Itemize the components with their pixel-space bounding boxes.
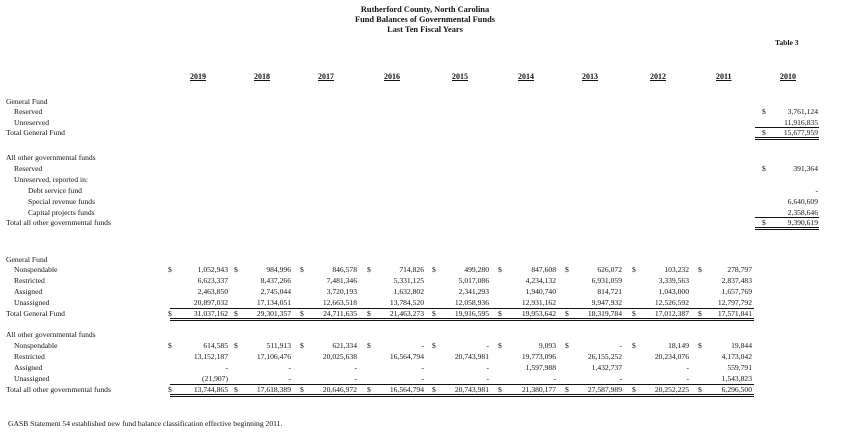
cell-value: - [225, 363, 228, 372]
dollar-sign: $ [234, 265, 238, 274]
cell-value: 1,657,769 [721, 287, 752, 296]
cell-value: - [486, 341, 489, 350]
total-value: 31,037,162 [193, 309, 228, 318]
total-value: 6,296,500 [721, 385, 752, 394]
cell-value: 6,623,337 [197, 276, 228, 285]
cell-value: 20,743,981 [454, 352, 489, 361]
cell-value: 714,826 [399, 265, 424, 274]
cell-value: 5,331,125 [393, 276, 424, 285]
value-2010: 11,916,835 [784, 118, 818, 127]
year-header-2011: 2011 [716, 72, 732, 81]
dollar-sign: $ [565, 309, 569, 318]
cell-value: - [486, 374, 489, 383]
year-header-2014: 2014 [518, 72, 534, 81]
value-2010: 391,364 [793, 164, 818, 173]
double-underline [755, 227, 819, 230]
dollar-sign: $ [498, 265, 502, 274]
footnote: GASB Statement 54 established new fund balance classification effective beginning 2011. [8, 419, 283, 428]
dollar-sign: $ [698, 341, 702, 350]
cell-value: 1,043,000 [658, 287, 689, 296]
total-value: 21,380,177 [521, 385, 556, 394]
cell-value: 559,791 [727, 363, 752, 372]
dollar-sign: $ [498, 341, 502, 350]
row-label: Debt service fund [28, 186, 82, 195]
cell-value: 103,232 [664, 265, 689, 274]
cell-value: 12,931,162 [521, 298, 556, 307]
row-label: Assigned [14, 287, 43, 296]
dollar-sign: $ [762, 128, 766, 137]
total-value: 19,953,642 [521, 309, 556, 318]
cell-value: - [354, 374, 357, 383]
dollar-sign: $ [565, 265, 569, 274]
dollar-sign: $ [367, 309, 371, 318]
total-value: 20,743,981 [454, 385, 489, 394]
cell-value: 1,940,740 [525, 287, 556, 296]
dollar-sign: $ [498, 309, 502, 318]
total-value: 16,564,794 [389, 385, 424, 394]
cell-value: - [288, 363, 291, 372]
cell-value: - [619, 374, 622, 383]
dollar-sign: $ [762, 107, 766, 116]
report-title: Fund Balances of Governmental Funds [354, 15, 496, 24]
section-title: All other governmental funds [6, 330, 96, 339]
row-label: Restricted [14, 276, 45, 285]
value-2010: 2,358,646 [787, 208, 818, 217]
cell-value: 20,897,032 [193, 298, 228, 307]
section-title-other-funds-2010: All other governmental funds [6, 153, 96, 162]
cell-value: 499,280 [464, 265, 489, 274]
cell-value: 18,149 [668, 341, 689, 350]
cell-value: 17,134,051 [256, 298, 291, 307]
cell-value: 20,025,638 [322, 352, 357, 361]
row-label: Nonspendable [14, 341, 58, 350]
dollar-sign: $ [367, 341, 371, 350]
total-2010: 15,677,959 [783, 128, 818, 137]
cell-value: (21,907) [202, 374, 228, 383]
cell-value: 12,797,792 [717, 298, 752, 307]
total-value: 17,618,389 [256, 385, 291, 394]
dollar-sign: $ [432, 265, 436, 274]
total-value: 27,587,989 [587, 385, 622, 394]
total-label: Total all other governmental funds [6, 385, 111, 394]
row-label: Reserved [14, 164, 43, 173]
dollar-sign: $ [565, 341, 569, 350]
dollar-sign: $ [367, 265, 371, 274]
dollar-sign: $ [367, 385, 371, 394]
dollar-sign: $ [432, 309, 436, 318]
row-label: Special revenue funds [28, 197, 96, 206]
dollar-sign: $ [632, 341, 636, 350]
double-underline [755, 137, 819, 140]
cell-value: 9,947,932 [591, 298, 622, 307]
row-label-reserved: Reserved [14, 107, 43, 116]
cell-value: 13,152,187 [193, 352, 228, 361]
value-2010: - [815, 186, 818, 195]
total-2010: 9,390,619 [787, 218, 818, 227]
cell-value: 2,463,850 [197, 287, 228, 296]
dollar-sign: $ [632, 309, 636, 318]
dollar-sign: $ [168, 265, 172, 274]
cell-value: 13,784,520 [389, 298, 424, 307]
cell-value: - [421, 341, 424, 350]
section-title-general-fund-2010: General Fund [6, 97, 48, 106]
dollar-sign: $ [300, 385, 304, 394]
dollar-sign: $ [300, 309, 304, 318]
row-label: Restricted [14, 352, 45, 361]
year-header-2015: 2015 [452, 72, 468, 81]
cell-value: 846,578 [332, 265, 357, 274]
cell-value: - [421, 374, 424, 383]
cell-value: 19,844 [731, 341, 752, 350]
cell-value: 5,017,086 [458, 276, 489, 285]
dollar-sign: $ [432, 341, 436, 350]
cell-value: 814,721 [597, 287, 622, 296]
total-value: 29,301,357 [256, 309, 291, 318]
cell-value: 12,058,936 [454, 298, 489, 307]
dollar-sign: $ [234, 309, 238, 318]
total-value: 19,916,595 [454, 309, 489, 318]
report-period: Last Ten Fiscal Years [387, 25, 463, 34]
year-header-2013: 2013 [582, 72, 598, 81]
cell-value: 3,720,193 [326, 287, 357, 296]
cell-value: - [288, 374, 291, 383]
cell-value: 511,913 [266, 341, 291, 350]
cell-value: - [686, 363, 689, 372]
cell-value: - [686, 374, 689, 383]
dollar-sign: $ [300, 265, 304, 274]
year-header-2012: 2012 [650, 72, 666, 81]
cell-value: 2,837,483 [721, 276, 752, 285]
year-header-2018: 2018 [254, 72, 270, 81]
row-label: Nonspendable [14, 265, 58, 274]
cell-value: 1,052,943 [197, 265, 228, 274]
dollar-sign: $ [698, 385, 702, 394]
cell-value: 6,931,059 [591, 276, 622, 285]
dollar-sign: $ [762, 164, 766, 173]
cell-value: 8,437,266 [260, 276, 291, 285]
cell-value: 26,155,252 [587, 352, 622, 361]
cell-value: 7,481,346 [326, 276, 357, 285]
dollar-sign: $ [698, 265, 702, 274]
cell-value: 9,093 [538, 341, 556, 350]
dollar-sign: $ [498, 385, 502, 394]
row-label: Capital projects funds [28, 208, 95, 217]
total-value: 13,744,865 [193, 385, 228, 394]
dollar-sign: $ [234, 385, 238, 394]
cell-value: 278,797 [727, 265, 752, 274]
double-underline [170, 394, 754, 397]
dollar-sign: $ [168, 309, 172, 318]
table-label: Table 3 [775, 38, 799, 47]
cell-value: - [421, 363, 424, 372]
cell-value: 1,597,988 [525, 363, 556, 372]
dollar-sign: $ [632, 385, 636, 394]
cell-value: 2,341,293 [458, 287, 489, 296]
cell-value: 621,334 [332, 341, 357, 350]
total-label: Total General Fund [6, 309, 65, 318]
dollar-sign: $ [168, 341, 172, 350]
year-header-2010: 2010 [780, 72, 796, 81]
total-value: 17,571,841 [717, 309, 752, 318]
cell-value: 1,543,823 [721, 374, 752, 383]
cell-value: 626,072 [597, 265, 622, 274]
cell-value: 4,173,042 [721, 352, 752, 361]
row-label-unreserved: Unreserved [14, 118, 49, 127]
cell-value: 19,773,096 [521, 352, 556, 361]
total-value: 24,711,635 [323, 309, 357, 318]
cell-value: 20,234,076 [654, 352, 689, 361]
cell-value: 2,745,044 [260, 287, 291, 296]
cell-value: - [619, 341, 622, 350]
dollar-sign: $ [698, 309, 702, 318]
total-value: 20,252,225 [654, 385, 689, 394]
dollar-sign: $ [565, 385, 569, 394]
report-entity: Rutherford County, North Carolina [360, 5, 490, 14]
dollar-sign: $ [432, 385, 436, 394]
dollar-sign: $ [632, 265, 636, 274]
dollar-sign: $ [300, 341, 304, 350]
cell-value: 3,339,563 [658, 276, 689, 285]
cell-value: 17,106,476 [256, 352, 291, 361]
year-header-2019: 2019 [190, 72, 206, 81]
cell-value: - [354, 363, 357, 372]
row-label: Unreserved, reported in: [14, 175, 89, 184]
dollar-sign: $ [234, 341, 238, 350]
cell-value: - [486, 363, 489, 372]
total-label: Total all other governmental funds [6, 218, 111, 227]
value-2010: 3,761,124 [787, 107, 818, 116]
value-2010: 6,640,609 [787, 197, 818, 206]
cell-value: 614,585 [203, 341, 228, 350]
row-label: Unassigned [14, 298, 50, 307]
total-value: 18,319,784 [587, 309, 622, 318]
total-value: 21,463,273 [389, 309, 424, 318]
section-title: General Fund [6, 255, 48, 264]
cell-value: 984,996 [266, 265, 291, 274]
double-underline [170, 318, 754, 321]
cell-value: 1,432,737 [591, 363, 622, 372]
row-label: Unassigned [14, 374, 50, 383]
cell-value: 847,608 [531, 265, 556, 274]
cell-value: - [553, 374, 556, 383]
cell-value: 12,663,518 [322, 298, 357, 307]
year-header-2017: 2017 [318, 72, 334, 81]
total-label: Total General Fund [6, 128, 65, 137]
cell-value: 1,632,802 [393, 287, 424, 296]
total-value: 20,646,972 [322, 385, 357, 394]
cell-value: 16,564,794 [389, 352, 424, 361]
total-value: 17,012,387 [654, 309, 689, 318]
dollar-sign: $ [168, 385, 172, 394]
year-header-2016: 2016 [384, 72, 400, 81]
cell-value: 12,526,592 [654, 298, 689, 307]
cell-value: 4,234,132 [525, 276, 556, 285]
row-label: Assigned [14, 363, 43, 372]
dollar-sign: $ [762, 218, 766, 227]
